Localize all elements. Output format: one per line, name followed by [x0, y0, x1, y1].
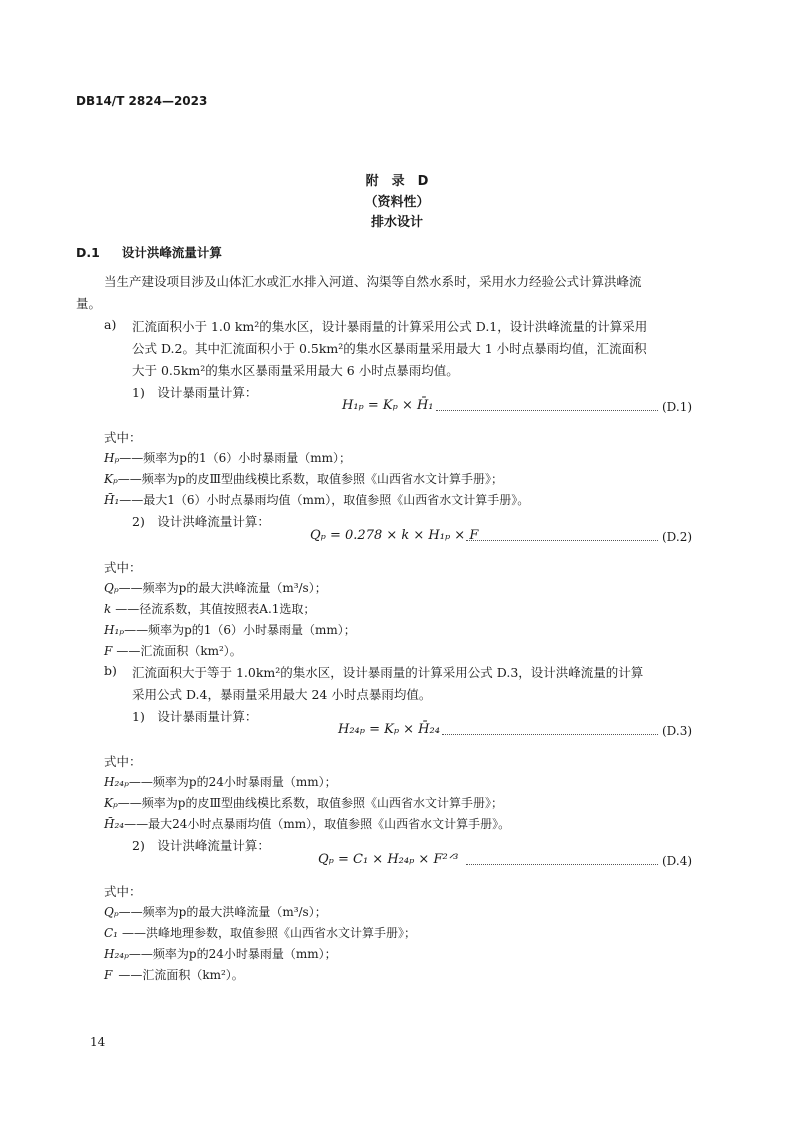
appendix-type: （资料性）: [364, 195, 430, 210]
formula-d1-leader: [436, 410, 658, 411]
def-3-3: H̄₂₄——最大24小时点暴雨均值（mm），取值参照《山西省水文计算手册》。: [104, 817, 511, 831]
item-b-step-1: 1) 设计暴雨量计算：: [132, 709, 258, 724]
item-b-line-2: 采用公式 D.4，暴雨量采用最大 24 小时点暴雨均值。: [132, 687, 432, 702]
formula-d2-number: (D.2): [662, 530, 693, 544]
intro-line-1: 当生产建设项目涉及山体汇水或汇水排入河道、沟渠等自然水系时，采用水力经验公式计算洪峰流: [104, 274, 642, 289]
section-title: 设计洪峰流量计算: [121, 245, 222, 260]
formula-d4-leader: [466, 864, 658, 865]
where-2: 式中：: [104, 560, 142, 575]
formula-d2: Qₚ = 0.278 × k × H₁ₚ × F: [310, 528, 479, 543]
def-2-2: k ——径流系数，其值按照表A.1选取；: [104, 602, 316, 616]
formula-d3-number: (D.3): [662, 724, 693, 738]
document-code: DB14/T 2824—2023: [76, 94, 208, 108]
item-a-line-3: 大于 0.5km²的集水区暴雨量采用最大 6 小时点暴雨均值。: [132, 363, 459, 378]
def-1-3: H̄₁——最大1（6）小时点暴雨均值（mm），取值参照《山西省水文计算手册》。: [104, 493, 530, 507]
item-a-step-1: 1) 设计暴雨量计算：: [132, 385, 258, 400]
appendix-label: 附 录 D: [365, 174, 429, 189]
where-4: 式中：: [104, 884, 142, 899]
formula-d4: Qₚ = C₁ × H₂₄ₚ × F²ᐟ³: [318, 852, 459, 867]
item-a-step-2: 2) 设计洪峰流量计算：: [132, 514, 270, 529]
section-number: D.1: [76, 245, 100, 260]
formula-d3: H₂₄ₚ = Kₚ × H̄₂₄: [338, 722, 440, 737]
item-a-line-1: 汇流面积小于 1.0 km²的集水区，设计暴雨量的计算采用公式 D.1，设计洪峰流量的计算采用: [132, 319, 648, 334]
formula-d1-number: (D.1): [662, 400, 693, 414]
appendix-title: 排水设计: [370, 215, 423, 230]
def-2-3: H₁ₚ——频率为p的1（6）小时暴雨量（mm）；: [104, 623, 356, 637]
item-b-marker: b): [104, 663, 117, 678]
def-4-1: Qₚ——频率为p的最大洪峰流量（m³/s）；: [104, 905, 327, 919]
where-3: 式中：: [104, 754, 142, 769]
page-number: 14: [90, 1035, 106, 1049]
where-1: 式中：: [104, 430, 142, 445]
item-a-marker: a): [104, 317, 117, 332]
formula-d2-leader: [466, 540, 658, 541]
def-4-2: C₁ ——洪峰地理参数，取值参照《山西省水文计算手册》；: [104, 926, 417, 940]
section-heading: [76, 243, 222, 261]
def-3-1: H₂₄ₚ——频率为p的24小时暴雨量（mm）；: [104, 775, 337, 789]
formula-d1: H₁ₚ = Kₚ × H̄₁: [342, 398, 434, 413]
formula-d3-leader: [442, 734, 658, 735]
intro-line-2: 量。: [76, 296, 102, 311]
item-b-step-2: 2) 设计洪峰流量计算：: [132, 838, 270, 853]
def-4-3: H₂₄ₚ——频率为p的24小时暴雨量（mm）；: [104, 947, 337, 961]
formula-d4-number: (D.4): [662, 854, 693, 868]
item-a-line-2: 公式 D.2。其中汇流面积小于 0.5km²的集水区暴雨量采用最大 1 小时点暴雨均值，汇流面积: [132, 341, 647, 356]
item-b-line-1: 汇流面积大于等于 1.0km²的集水区，设计暴雨量的计算采用公式 D.3，设计洪峰流量的计算: [132, 665, 644, 680]
def-1-2: Kₚ——频率为p的皮Ⅲ型曲线模比系数，取值参照《山西省水文计算手册》；: [104, 472, 504, 486]
def-2-4: F ——汇流面积（km²）。: [104, 644, 242, 658]
def-3-2: Kₚ——频率为p的皮Ⅲ型曲线模比系数，取值参照《山西省水文计算手册》；: [104, 796, 504, 810]
def-2-1: Qₚ——频率为p的最大洪峰流量（m³/s）；: [104, 581, 327, 595]
def-4-4: F ——汇流面积（km²）。: [104, 968, 244, 982]
def-1-1: Hₚ——频率为p的1（6）小时暴雨量（mm）；: [104, 451, 351, 465]
